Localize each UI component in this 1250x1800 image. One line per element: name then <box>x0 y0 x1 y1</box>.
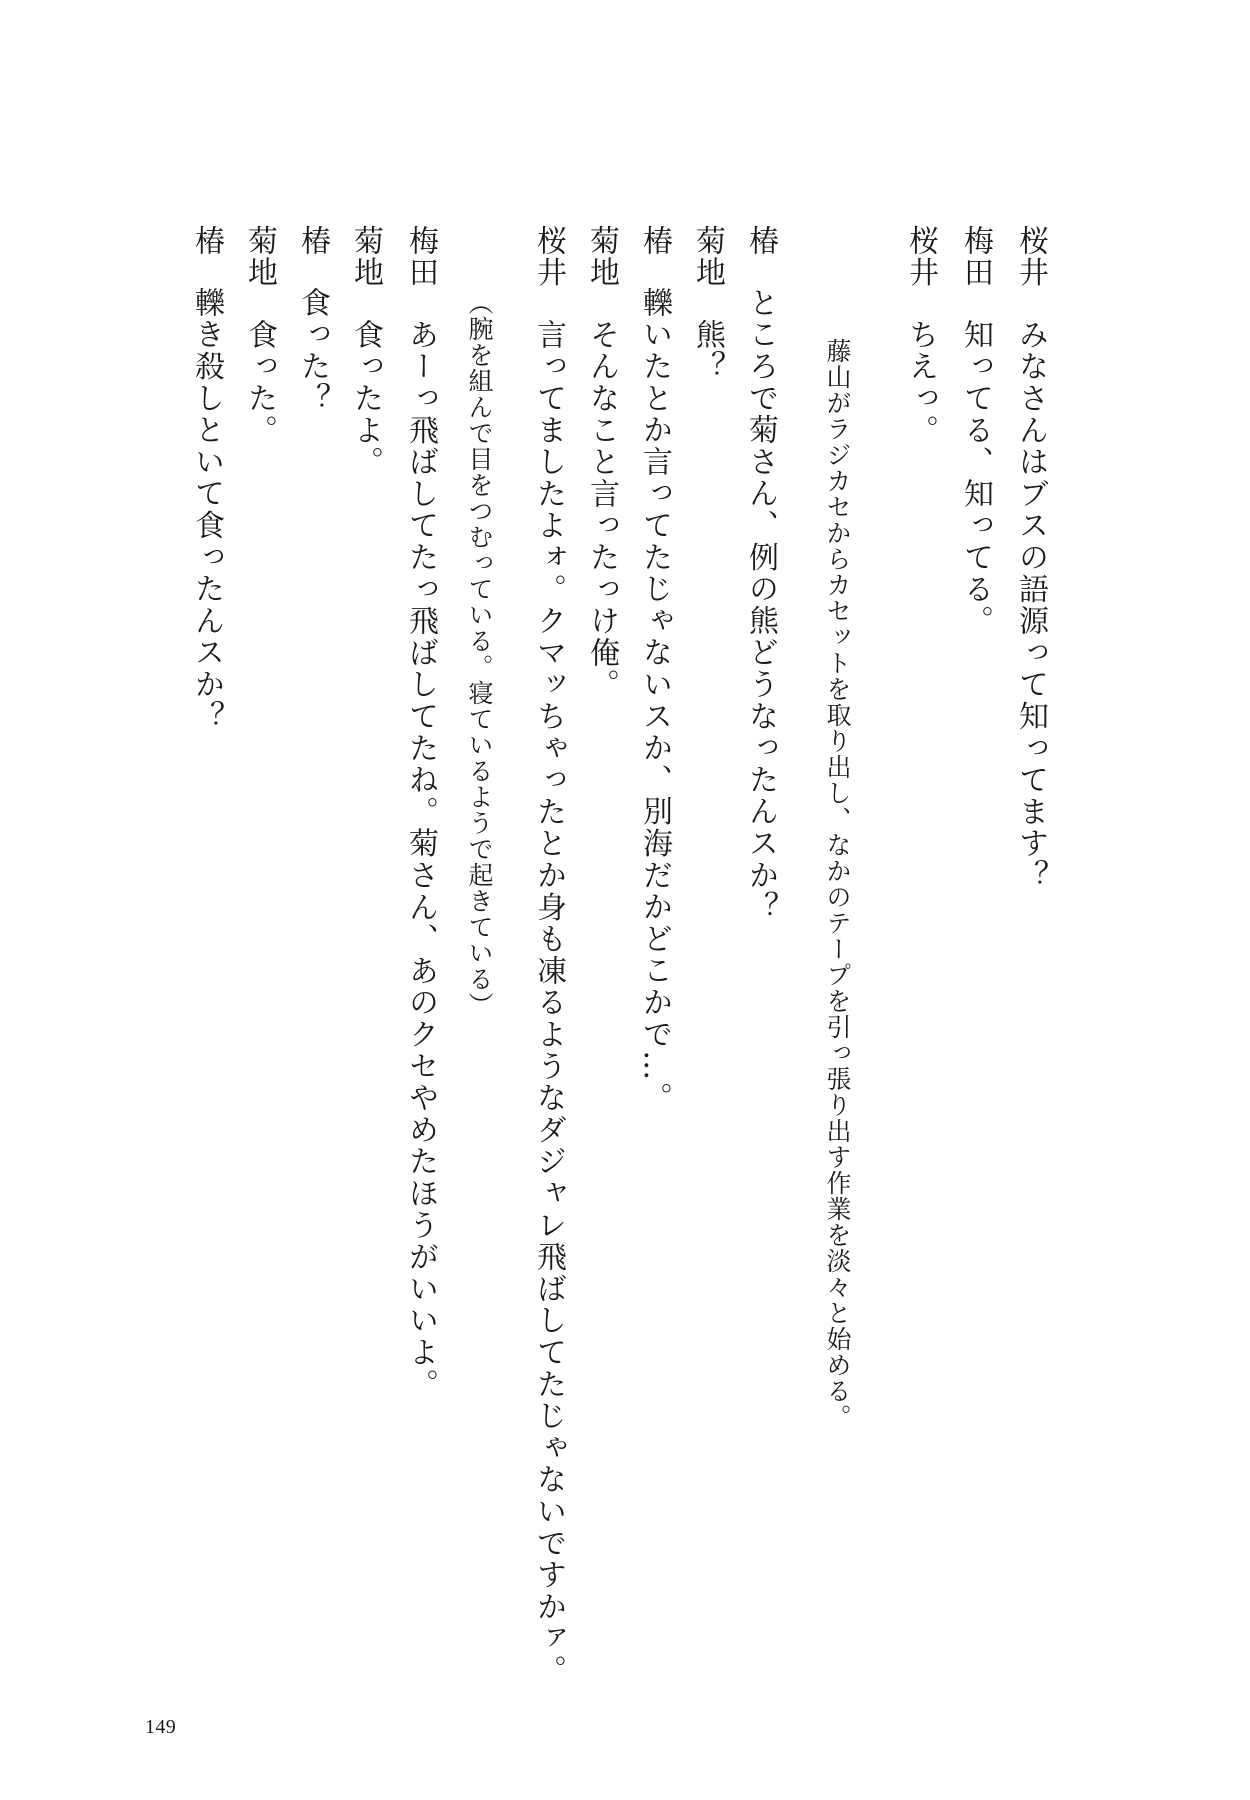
speaker-name: 梅田 <box>958 225 993 289</box>
dialogue-text: 食ったよ。 <box>348 318 383 478</box>
dialogue-line <box>687 225 727 382</box>
speaker-name: 椿 <box>637 225 672 257</box>
speaker-name: 椿 <box>295 225 330 257</box>
dialogue-line <box>955 225 995 637</box>
dialogue-line <box>186 225 226 732</box>
dialogue-line <box>1010 225 1050 891</box>
speaker-name: 菊地 <box>242 225 277 289</box>
speaker-name: 椿 <box>743 225 778 257</box>
dialogue-text: ちえっ。 <box>903 318 938 446</box>
dialogue-text: 食った。 <box>242 318 277 446</box>
dialogue-text: みなさんはブスの語源って知ってます？ <box>1013 318 1048 892</box>
dialogue-line <box>239 225 279 446</box>
dialogue-line <box>900 225 940 446</box>
dialogue-text: 食った？ <box>295 286 330 415</box>
stage-direction: （腕を組んで目をつむっている。寝ているようで起きている） <box>465 290 494 1018</box>
dialogue-text: 言ってましたよォ。クマッちゃったとか身も凍るようなダジャレ飛ばしてたじゃないですかァ。 <box>531 318 566 1687</box>
dialogue-line <box>740 225 780 923</box>
speaker-name: 桜井 <box>903 225 938 289</box>
speaker-name: 桜井 <box>531 225 566 289</box>
speaker-name: 椿 <box>189 225 224 257</box>
dialogue-text: 轢き殺しといて食ったんスか？ <box>189 286 224 733</box>
dialogue-line <box>400 225 440 1400</box>
dialogue-text: そんなこと言ったっけ俺。 <box>584 318 619 701</box>
page-number: 149 <box>145 1716 177 1738</box>
speaker-name: 梅田 <box>403 225 438 289</box>
speaker-name: 桜井 <box>1013 225 1048 289</box>
dialogue-text: 知ってる、知ってる。 <box>958 318 993 637</box>
stage-direction: 藤山がラジカセからカセットを取り出し、なかのテープを引っ張り出す作業を淡々と始める。 <box>823 338 852 1430</box>
dialogue-text: ところで菊さん、例の熊どうなったんスか？ <box>743 286 778 923</box>
dialogue-line <box>528 225 568 1686</box>
dialogue-text: あーっ飛ばしてたっ飛ばしてたね。菊さん、あのクセやめたほうがいいよ。 <box>403 318 438 1400</box>
speaker-name: 菊地 <box>690 225 725 289</box>
dialogue-line <box>345 225 385 478</box>
dialogue-text: 轢いたとか言ってたじゃないスか、別海だかどこかで…。 <box>637 286 672 1114</box>
dialogue-text: 熊？ <box>690 318 725 383</box>
speaker-name: 菊地 <box>348 225 383 289</box>
dialogue-line <box>581 225 621 700</box>
dialogue-line <box>634 225 674 1114</box>
dialogue-line <box>292 225 332 414</box>
speaker-name: 菊地 <box>584 225 619 289</box>
